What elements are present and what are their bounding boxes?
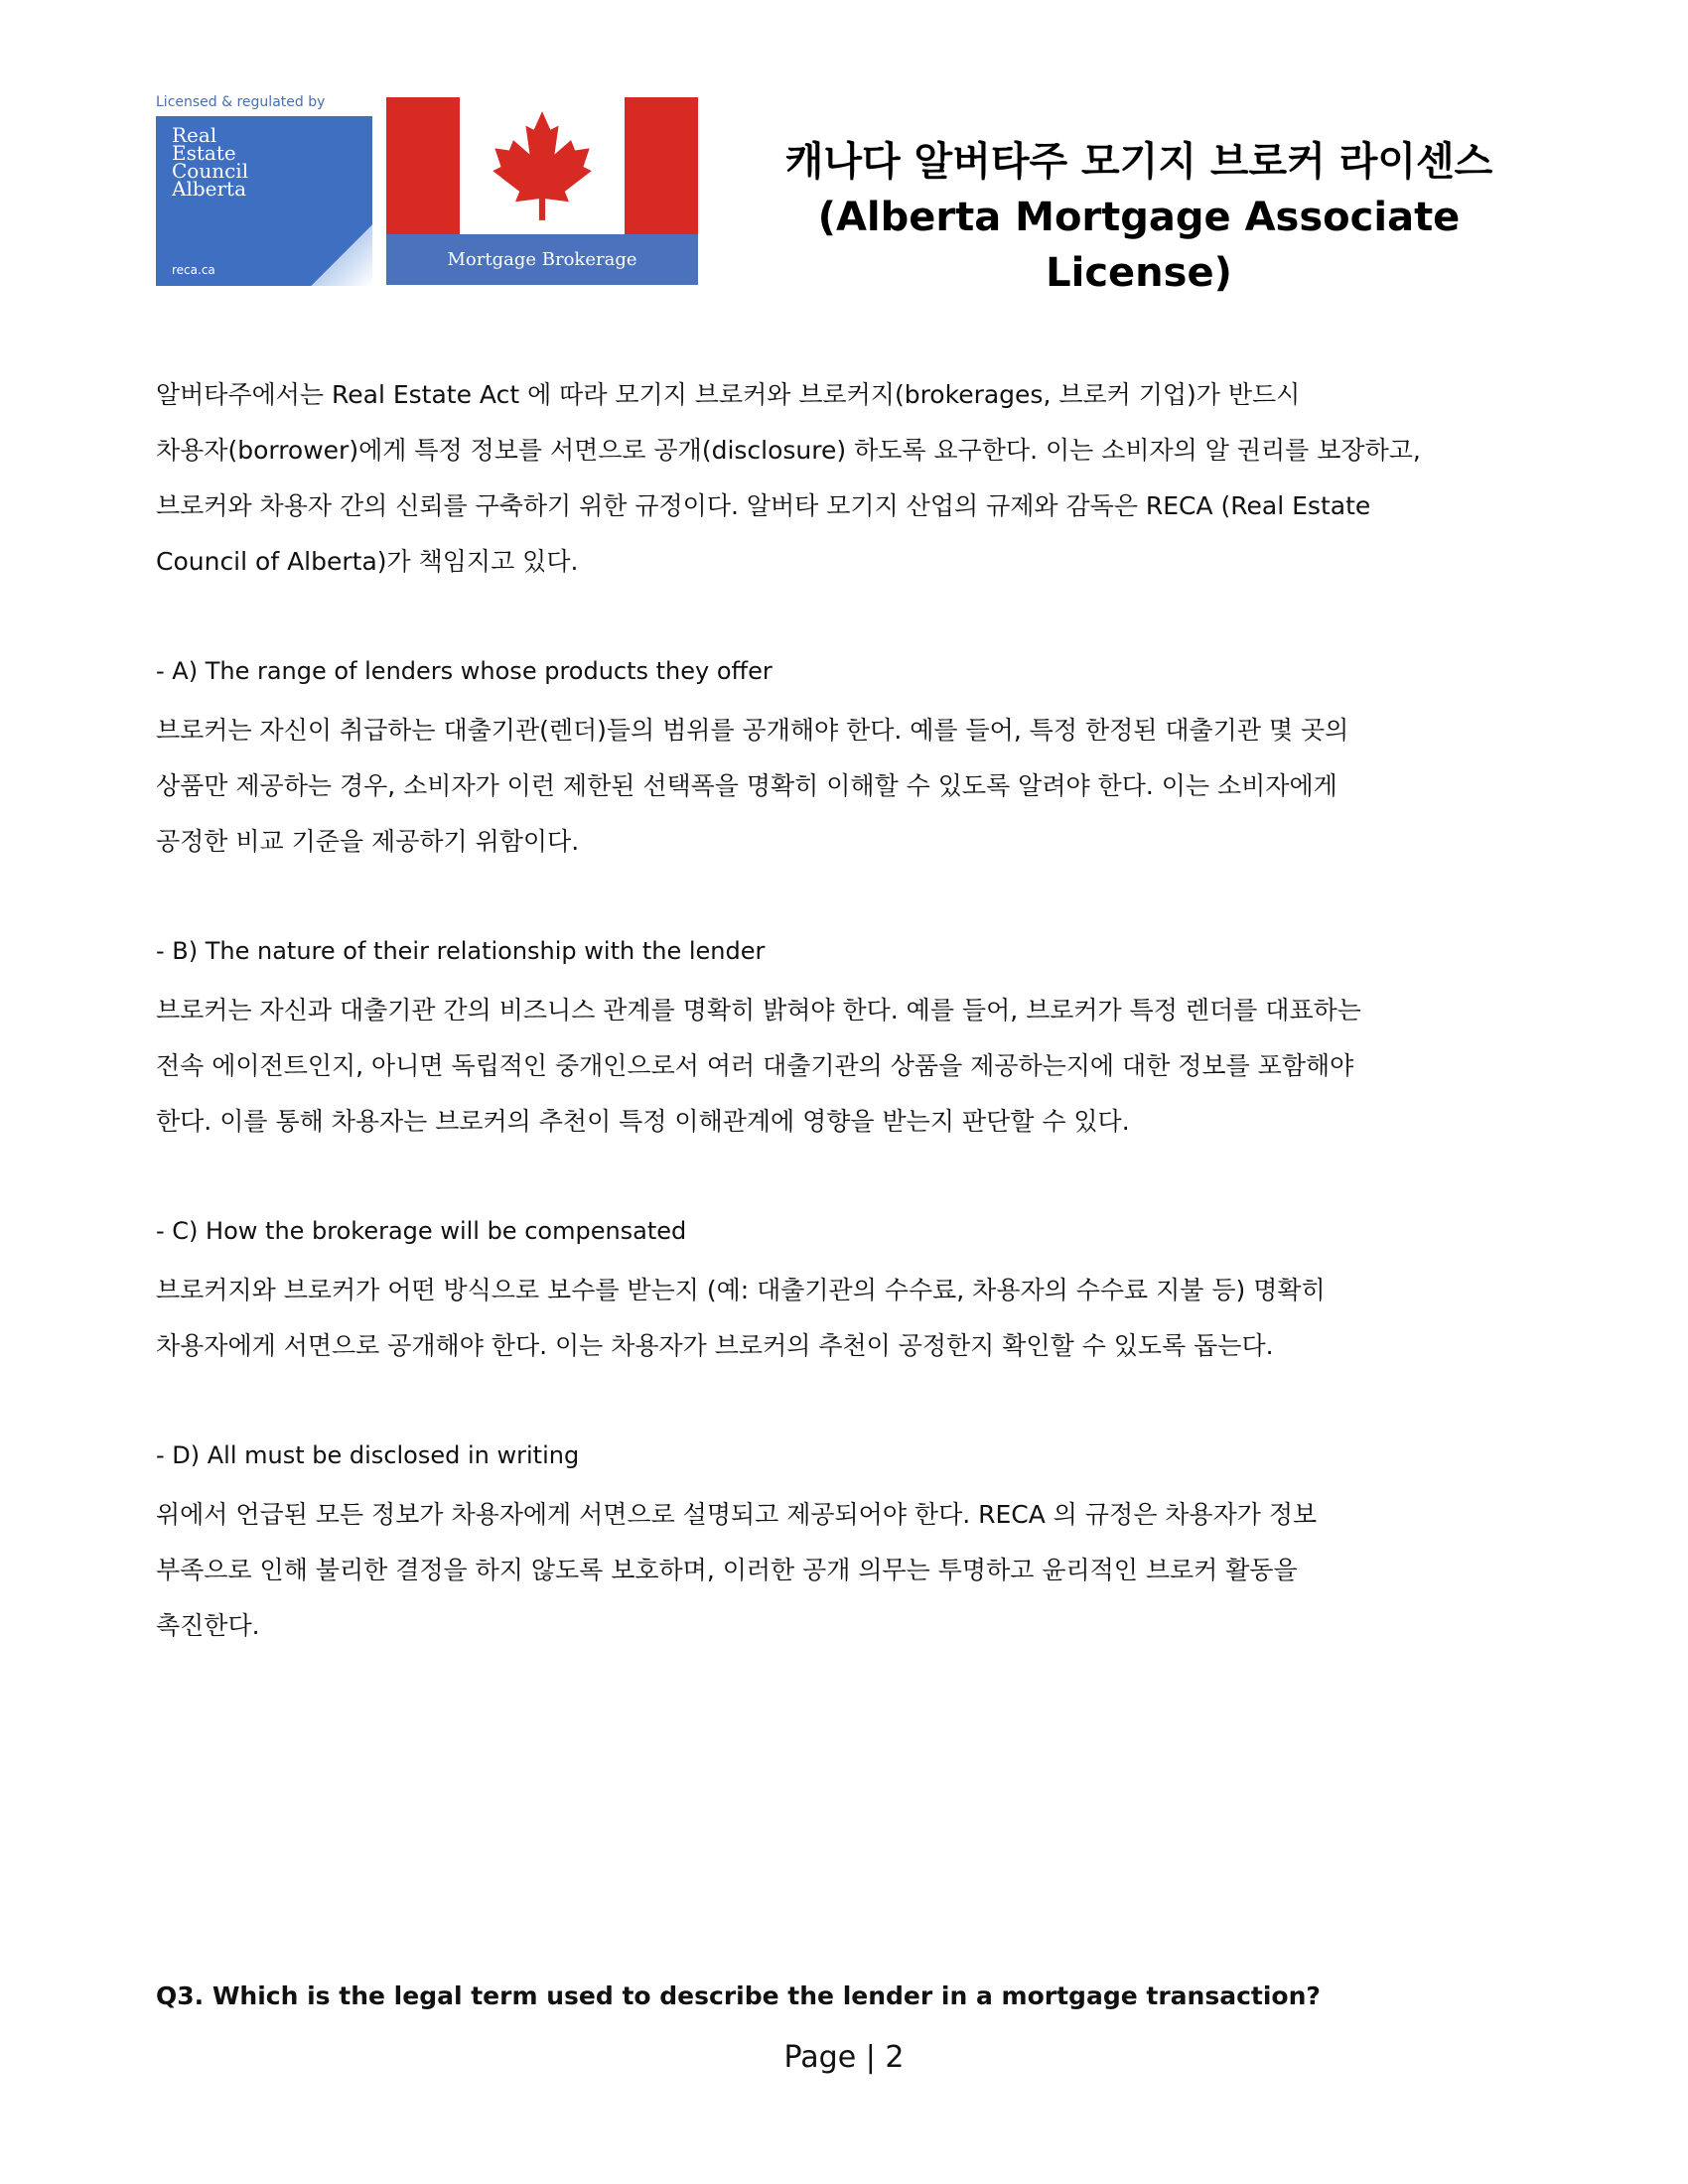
- section-d-line: 위에서 언급된 모든 정보가 차용자에게 서면으로 설명되고 제공되어야 한다. RECA 의 규정은 차용자가 정보: [156, 1500, 1318, 1529]
- page-header: [156, 94, 1546, 296]
- section-a-paragraph: [156, 703, 1546, 870]
- section-d-line: 촉진한다.: [156, 1611, 260, 1640]
- section-heading-b: - B) The nature of their relationship with the lender: [156, 937, 766, 965]
- maple-leaf-icon: [490, 109, 595, 222]
- section-a-line: 상품만 제공하는 경우, 소비자가 이런 제한된 선택폭을 명확히 이해할 수 있도록 알려야 한다. 이는 소비자에게: [156, 771, 1337, 800]
- intro-line: Council of Alberta)가 책임지고 있다.: [156, 547, 579, 576]
- flag-red-right: [625, 97, 698, 234]
- reca-tagline: Licensed & regulated by: [156, 94, 326, 110]
- section-a-line: 브로커는 자신이 취급하는 대출기관(렌더)들의 범위를 공개해야 한다. 예를 들어, 특정 한정된 대출기관 몇 곳의: [156, 716, 1349, 745]
- mortgage-brokerage-band: Mortgage Brokerage: [386, 234, 698, 285]
- document-body: [156, 367, 1546, 1654]
- section-a-line: 공정한 비교 기준을 제공하기 위함이다.: [156, 827, 580, 856]
- intro-line: 차용자(borrower)에게 특정 정보를 서면으로 공개(disclosure) 하도록 요구한다. 이는 소비자의 알 권리를 보장하고,: [156, 436, 1421, 465]
- title-korean: 캐나다 알버타주 모기지 브로커 라이센스: [784, 139, 1493, 185]
- page-title: [732, 134, 1546, 301]
- reca-logo-name: Real Estate Council Alberta: [172, 123, 249, 201]
- canada-flag-logo: [386, 97, 698, 285]
- reca-logo-box: [156, 116, 372, 286]
- section-b-line: 한다. 이를 통해 차용자는 브로커의 추천이 특정 이해관계에 영향을 받는지 판단할 수 있다.: [156, 1107, 1130, 1136]
- section-c-line: 차용자에게 서면으로 공개해야 한다. 이는 차용자가 브로커의 추천이 공정한지 확인할 수 있도록 돕는다.: [156, 1331, 1274, 1360]
- intro-line: 브로커와 차용자 간의 신뢰를 구축하기 위한 규정이다. 알버타 모기지 산업의 규제와 감독은 RECA (Real Estate: [156, 491, 1371, 520]
- section-b-line: 브로커는 자신과 대출기관 간의 비즈니스 관계를 명확히 밝혀야 한다. 예를 들어, 브로커가 특정 렌더를 대표하는: [156, 996, 1361, 1024]
- section-b-line: 전속 에이전트인지, 아니면 독립적인 중개인으로서 여러 대출기관의 상품을 제공하는지에 대한 정보를 포함해야: [156, 1051, 1354, 1080]
- intro-paragraph: [156, 367, 1546, 590]
- reca-logo: [156, 94, 372, 288]
- section-d-line: 부족으로 인해 불리한 결정을 하지 않도록 보호하며, 이러한 공개 의무는 투명하고 윤리적인 브로커 활동을: [156, 1556, 1298, 1584]
- section-b-paragraph: [156, 983, 1546, 1150]
- section-heading-a: - A) The range of lenders whose products they offer: [156, 657, 773, 685]
- intro-line: 알버타주에서는 Real Estate Act 에 따라 모기지 브로커와 브로커지(brokerages, 브로커 기업)가 반드시: [156, 380, 1301, 409]
- flag-red-left: [386, 97, 460, 234]
- page-number: Page | 2: [783, 2040, 905, 2075]
- title-english: (Alberta Mortgage Associate License): [817, 195, 1461, 296]
- section-c-line: 브로커지와 브로커가 어떤 방식으로 보수를 받는지 (예: 대출기관의 수수료, 차용자의 수수료 지불 등) 명확히: [156, 1276, 1326, 1304]
- reca-logo-url: reca.ca: [172, 263, 215, 277]
- reca-page-curl: [311, 224, 372, 286]
- section-c-paragraph: [156, 1263, 1546, 1374]
- question-q3: Q3. Which is the legal term used to describe the lender in a mortgage transaction?: [156, 1981, 1321, 2010]
- section-d-paragraph: [156, 1487, 1546, 1654]
- section-heading-c: - C) How the brokerage will be compensated: [156, 1217, 687, 1245]
- section-heading-d: - D) All must be disclosed in writing: [156, 1441, 580, 1469]
